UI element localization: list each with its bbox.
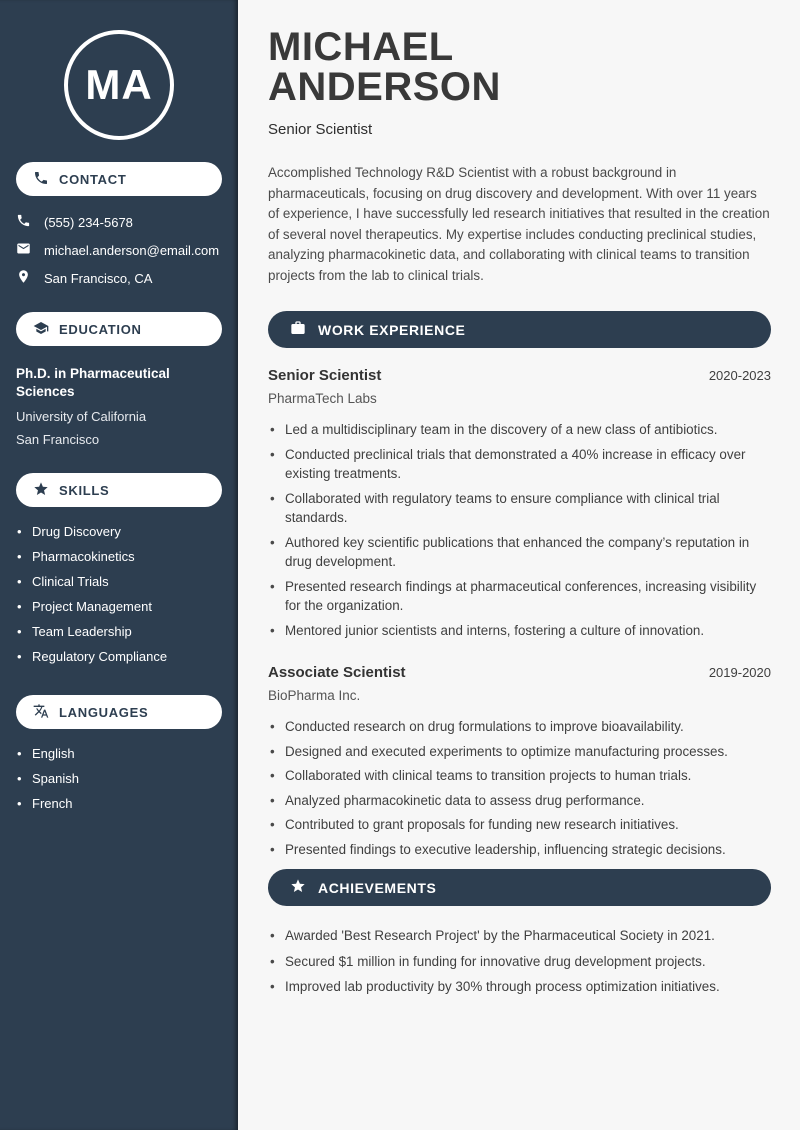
briefcase-icon bbox=[290, 320, 306, 339]
skill-item: • Project Management bbox=[16, 594, 222, 619]
education-location: San Francisco bbox=[16, 432, 100, 447]
achievement-bullet: • Improved lab productivity by 30% through process optimization initiatives. bbox=[268, 977, 771, 997]
phone-icon bbox=[33, 170, 49, 189]
achievement-bullet: • Awarded 'Best Research Project' by the Pharmaceutical Society in 2021. bbox=[268, 926, 771, 946]
job-title: Associate Scientist bbox=[268, 664, 406, 681]
achievements-header-label: ACHIEVEMENTS bbox=[318, 879, 437, 896]
job-entry bbox=[268, 664, 771, 859]
avatar-initials: MA bbox=[85, 61, 153, 108]
languages-header-label: LANGUAGES bbox=[59, 704, 149, 720]
job-bullet-list bbox=[268, 420, 771, 640]
skill-item: • Drug Discovery bbox=[16, 519, 222, 544]
skills-list bbox=[16, 519, 222, 669]
languages-section-header bbox=[16, 695, 222, 729]
contact-header-label: CONTACT bbox=[59, 171, 127, 187]
skill-item: • Clinical Trials bbox=[16, 569, 222, 594]
avatar-wrap bbox=[16, 30, 222, 140]
education-header-label: EDUCATION bbox=[59, 321, 142, 337]
sidebar bbox=[0, 0, 238, 1130]
work-experience-header-label: WORK EXPERIENCE bbox=[318, 321, 466, 338]
job-dates: 2019-2020 bbox=[708, 665, 771, 680]
achievements-list bbox=[268, 926, 771, 997]
job-bullet: • Contributed to grant proposals for funding new research initiatives. bbox=[268, 815, 771, 835]
achievements-section-header bbox=[268, 869, 771, 906]
job-bullet: • Designed and executed experiments to optimize manufacturing processes. bbox=[268, 742, 771, 762]
language-item: • French bbox=[16, 791, 222, 816]
skills-header-label: SKILLS bbox=[59, 482, 110, 498]
job-entry bbox=[268, 367, 771, 640]
job-bullet: • Mentored junior scientists and interns, fostering a culture of innovation. bbox=[268, 621, 771, 641]
job-bullet: • Led a multidisciplinary team in the discovery of a new class of antibiotics. bbox=[268, 420, 771, 440]
job-head bbox=[268, 367, 771, 384]
phone-icon bbox=[16, 213, 31, 231]
email-address: michael.anderson@email.com bbox=[44, 242, 220, 258]
education-school: University of California bbox=[16, 409, 147, 424]
contact-section-header bbox=[16, 162, 222, 196]
skill-item: • Regulatory Compliance bbox=[16, 644, 222, 669]
professional-summary: Accomplished Technology R&D Scientist with a robust background in pharmaceuticals, focusing on drug discovery and development. With over 11 years of experience, I have successfully led research initiatives that resulted in the creation of several novel therapeutics. My expertise includes conducting preclinical studies, analyzing pharmacokinetic data, and collaborating with clinical teams to transition projects from the lab to clinical trials. bbox=[268, 165, 770, 283]
skill-item: • Team Leadership bbox=[16, 619, 222, 644]
candidate-name bbox=[268, 27, 771, 107]
avatar bbox=[64, 30, 174, 140]
location-text: San Francisco, CA bbox=[44, 270, 153, 286]
job-company: PharmaTech Labs bbox=[268, 391, 377, 406]
language-item: • Spanish bbox=[16, 766, 222, 791]
job-bullet: • Presented findings to executive leadership, influencing strategic decisions. bbox=[268, 840, 771, 860]
contact-phone bbox=[16, 208, 222, 236]
skill-item: • Pharmacokinetics bbox=[16, 544, 222, 569]
job-bullet: • Conducted research on drug formulations to improve bioavailability. bbox=[268, 717, 771, 737]
candidate-last-name: ANDERSON bbox=[268, 65, 501, 109]
job-bullet: • Analyzed pharmacokinetic data to assess drug performance. bbox=[268, 791, 771, 811]
job-bullet: • Presented research findings at pharmaceutical conferences, increasing visibility for the organization. bbox=[268, 577, 771, 616]
job-dates: 2020-2023 bbox=[708, 368, 771, 383]
contact-list bbox=[16, 208, 222, 292]
contact-email bbox=[16, 236, 222, 264]
graduation-cap-icon bbox=[33, 320, 49, 339]
education-section-header bbox=[16, 312, 222, 346]
job-bullet-list bbox=[268, 717, 771, 859]
job-bullet: • Collaborated with regulatory teams to ensure compliance with clinical trial standards. bbox=[268, 489, 771, 528]
job-company: BioPharma Inc. bbox=[268, 688, 361, 703]
education-degree: Ph.D. in Pharmaceutical Sciences bbox=[16, 366, 170, 399]
job-bullet: • Collaborated with clinical teams to transition projects to human trials. bbox=[268, 766, 771, 786]
candidate-headline: Senior Scientist bbox=[268, 121, 373, 138]
job-head bbox=[268, 664, 771, 681]
work-experience-section-header bbox=[268, 311, 771, 348]
languages-list bbox=[16, 741, 222, 816]
phone-number: (555) 234-5678 bbox=[44, 214, 133, 230]
candidate-first-name: MICHAEL bbox=[268, 25, 454, 69]
resume-main bbox=[238, 0, 800, 1130]
job-bullet: • Authored key scientific publications that enhanced the company’s reputation in drug development. bbox=[268, 533, 771, 572]
star-icon bbox=[290, 878, 306, 897]
achievement-bullet: • Secured $1 million in funding for innovative drug development projects. bbox=[268, 952, 771, 972]
skills-section-header bbox=[16, 473, 222, 507]
contact-location bbox=[16, 264, 222, 292]
job-title: Senior Scientist bbox=[268, 367, 382, 384]
star-icon bbox=[33, 481, 49, 500]
translate-icon bbox=[33, 703, 49, 722]
job-bullet: • Conducted preclinical trials that demonstrated a 40% increase in efficacy over existing treatments. bbox=[268, 445, 771, 484]
location-pin-icon bbox=[16, 269, 31, 287]
email-icon bbox=[16, 241, 31, 259]
language-item: • English bbox=[16, 741, 222, 766]
